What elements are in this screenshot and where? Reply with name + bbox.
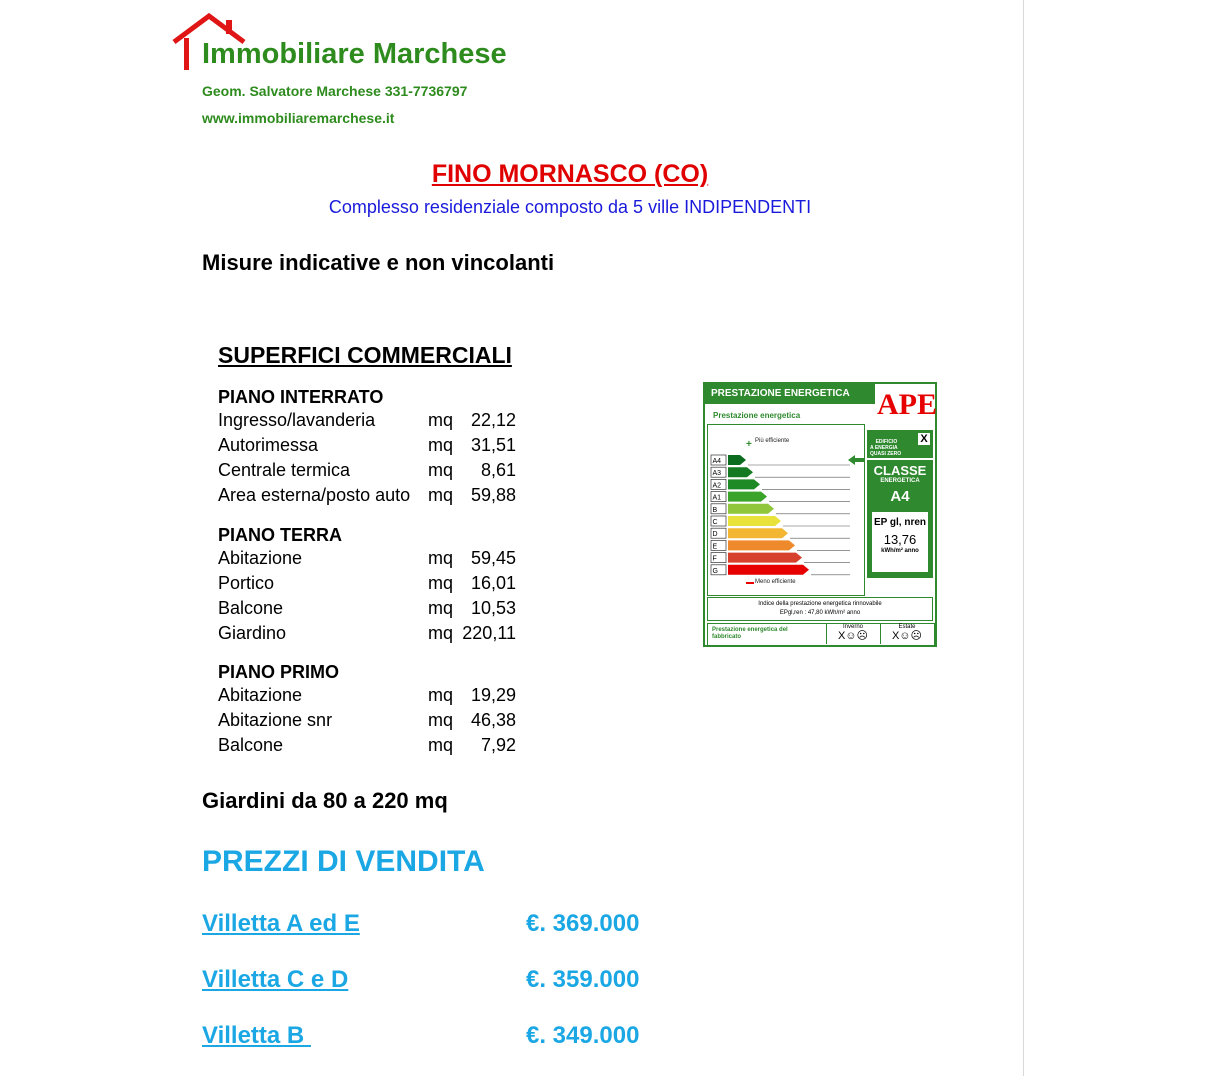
- renewable-value: EPgl,ren : 47,80 kWh/m² anno: [779, 610, 861, 616]
- renewable-label: Indice della prestazione energetica rinnovabile: [758, 601, 882, 607]
- energy-class-bar: [711, 479, 850, 489]
- winter-faces-icon: X☺☹: [837, 630, 869, 642]
- area-unit: mq: [428, 685, 454, 705]
- price-link-villa-c-d[interactable]: Villetta C e D: [202, 966, 349, 993]
- energy-class-label: A4: [712, 458, 722, 465]
- area-unit: mq: [428, 460, 454, 480]
- area-label: Ingresso/lavanderia: [218, 410, 376, 430]
- energy-class-label: B: [712, 506, 718, 514]
- energy-class-box: [867, 460, 933, 578]
- energy-scale: [707, 424, 865, 596]
- nzeb-label: EDIFICIO A ENERGIA QUASI ZERO: [870, 439, 902, 457]
- city-title: FINO MORNASCO (CO): [431, 160, 709, 188]
- current-class-arrow-icon: [848, 455, 864, 465]
- area-value: 7,92: [480, 735, 516, 755]
- floor-title: PIANO PRIMO: [218, 662, 340, 682]
- energy-class-label: D: [712, 531, 718, 539]
- area-value: 16,01: [470, 573, 516, 593]
- less-efficient-label: Meno efficiente: [755, 579, 796, 585]
- price-value: €. 369.000: [526, 910, 640, 937]
- energy-scale-bars: [708, 425, 864, 595]
- energy-class-bar: [711, 516, 850, 526]
- renewable-index: [707, 597, 933, 621]
- ep-value: 13,76: [883, 532, 917, 547]
- area-value: 59,45: [470, 548, 516, 568]
- building-label: Prestazione energetica del fabbricato: [712, 627, 788, 640]
- summer-faces-icon: X☺☹: [891, 630, 923, 642]
- ape-subheader: Prestazione energetica: [713, 411, 801, 420]
- area-row: [218, 598, 518, 623]
- area-value: 220,11: [462, 623, 516, 643]
- price-value: €. 349.000: [526, 1022, 640, 1049]
- area-row: [218, 685, 518, 710]
- ep-box: [872, 512, 928, 572]
- area-value: 31,51: [470, 435, 516, 455]
- energy-class-label: A2: [712, 482, 722, 490]
- area-value: 22,12: [470, 410, 516, 430]
- energy-class-label: A1: [712, 494, 722, 502]
- floor-title: PIANO INTERRATO: [218, 387, 384, 407]
- area-row: [218, 623, 518, 648]
- energy-class-bar: [711, 528, 850, 538]
- area-label: Area esterna/posto auto: [218, 485, 411, 505]
- energy-class-bar: [711, 455, 850, 465]
- area-label: Centrale termica: [218, 460, 351, 480]
- area-label: Abitazione snr: [218, 710, 333, 730]
- area-unit: mq: [428, 548, 454, 568]
- area-label: Balcone: [218, 598, 284, 618]
- energy-class-label: C: [712, 519, 718, 526]
- nzeb-checkbox: X: [918, 433, 930, 445]
- area-unit: mq: [428, 710, 454, 730]
- area-label: Abitazione: [218, 685, 303, 705]
- area-unit: mq: [428, 573, 454, 593]
- area-label: Abitazione: [218, 548, 303, 568]
- area-row: [218, 435, 518, 460]
- area-value: 46,38: [470, 710, 516, 730]
- winter-box: [826, 624, 879, 644]
- energy-label: [703, 382, 937, 647]
- area-row: [218, 460, 518, 485]
- class-title: CLASSE: [873, 463, 927, 478]
- area-row: [218, 485, 518, 510]
- area-row: [218, 410, 518, 435]
- area-unit: mq: [428, 485, 454, 505]
- energy-class-label: E: [712, 543, 718, 551]
- area-label: Giardino: [218, 623, 287, 643]
- minus-icon: [746, 582, 754, 584]
- price-link-villa-b[interactable]: Villetta B: [202, 1022, 311, 1049]
- area-row: [218, 710, 518, 735]
- prices-title: PREZZI DI VENDITA: [202, 845, 485, 878]
- disclaimer: Misure indicative e non vincolanti: [202, 250, 555, 275]
- area-value: 19,29: [470, 685, 516, 705]
- energy-class-bar: [711, 565, 850, 575]
- building-performance: [707, 623, 935, 647]
- complex-subtitle: Complesso residenziale composto da 5 ville INDIPENDENTI: [328, 197, 812, 217]
- energy-class-bar: [711, 467, 850, 477]
- area-value: 59,88: [470, 485, 516, 505]
- energy-class-bar: [711, 492, 850, 502]
- area-row: [218, 548, 518, 573]
- area-unit: mq: [428, 623, 454, 643]
- ape-logo: APE: [877, 388, 937, 421]
- plus-icon: +: [746, 439, 752, 450]
- energy-class-label: G: [712, 567, 718, 575]
- price-value: €. 359.000: [526, 966, 640, 993]
- area-label: Portico: [218, 573, 275, 593]
- area-unit: mq: [428, 410, 454, 430]
- floor-title: PIANO TERRA: [218, 525, 343, 545]
- area-row: [218, 573, 518, 598]
- area-label: Autorimessa: [218, 435, 319, 455]
- areas-title: SUPERFICI COMMERCIALI: [218, 342, 512, 368]
- summer-label: Estate: [898, 624, 916, 630]
- area-row: [218, 735, 518, 760]
- ape-header: PRESTAZIONE ENERGETICA: [705, 384, 875, 404]
- brand-name: Immobiliare Marchese: [202, 38, 507, 70]
- energy-class-bar: [711, 540, 850, 550]
- gardens-note: Giardini da 80 a 220 mq: [202, 788, 448, 813]
- ep-unit: kWh/m² anno: [881, 548, 919, 554]
- class-subtitle: ENERGETICA: [880, 478, 920, 484]
- contact-phone: Geom. Salvatore Marchese 331-7736797: [202, 83, 468, 99]
- area-value: 8,61: [480, 460, 516, 480]
- ep-label: EP gl, nren: [873, 517, 927, 528]
- area-value: 10,53: [470, 598, 516, 618]
- energy-class-label: A3: [712, 470, 722, 478]
- website-link[interactable]: www.immobiliaremarchese.it: [202, 110, 395, 126]
- area-label: Balcone: [218, 735, 284, 755]
- summer-box: [880, 624, 933, 644]
- energy-class-bar: [711, 553, 850, 563]
- class-value: A4: [890, 488, 910, 505]
- nzeb-box: [867, 430, 933, 458]
- price-link-villa-a-e[interactable]: Villetta A ed E: [202, 910, 360, 937]
- area-unit: mq: [428, 735, 454, 755]
- area-unit: mq: [428, 598, 454, 618]
- energy-class-label: F: [712, 555, 717, 563]
- more-efficient-label: Più efficiente: [755, 438, 790, 444]
- area-unit: mq: [428, 435, 454, 455]
- winter-label: Inverno: [842, 624, 863, 630]
- energy-class-bar: [711, 504, 850, 514]
